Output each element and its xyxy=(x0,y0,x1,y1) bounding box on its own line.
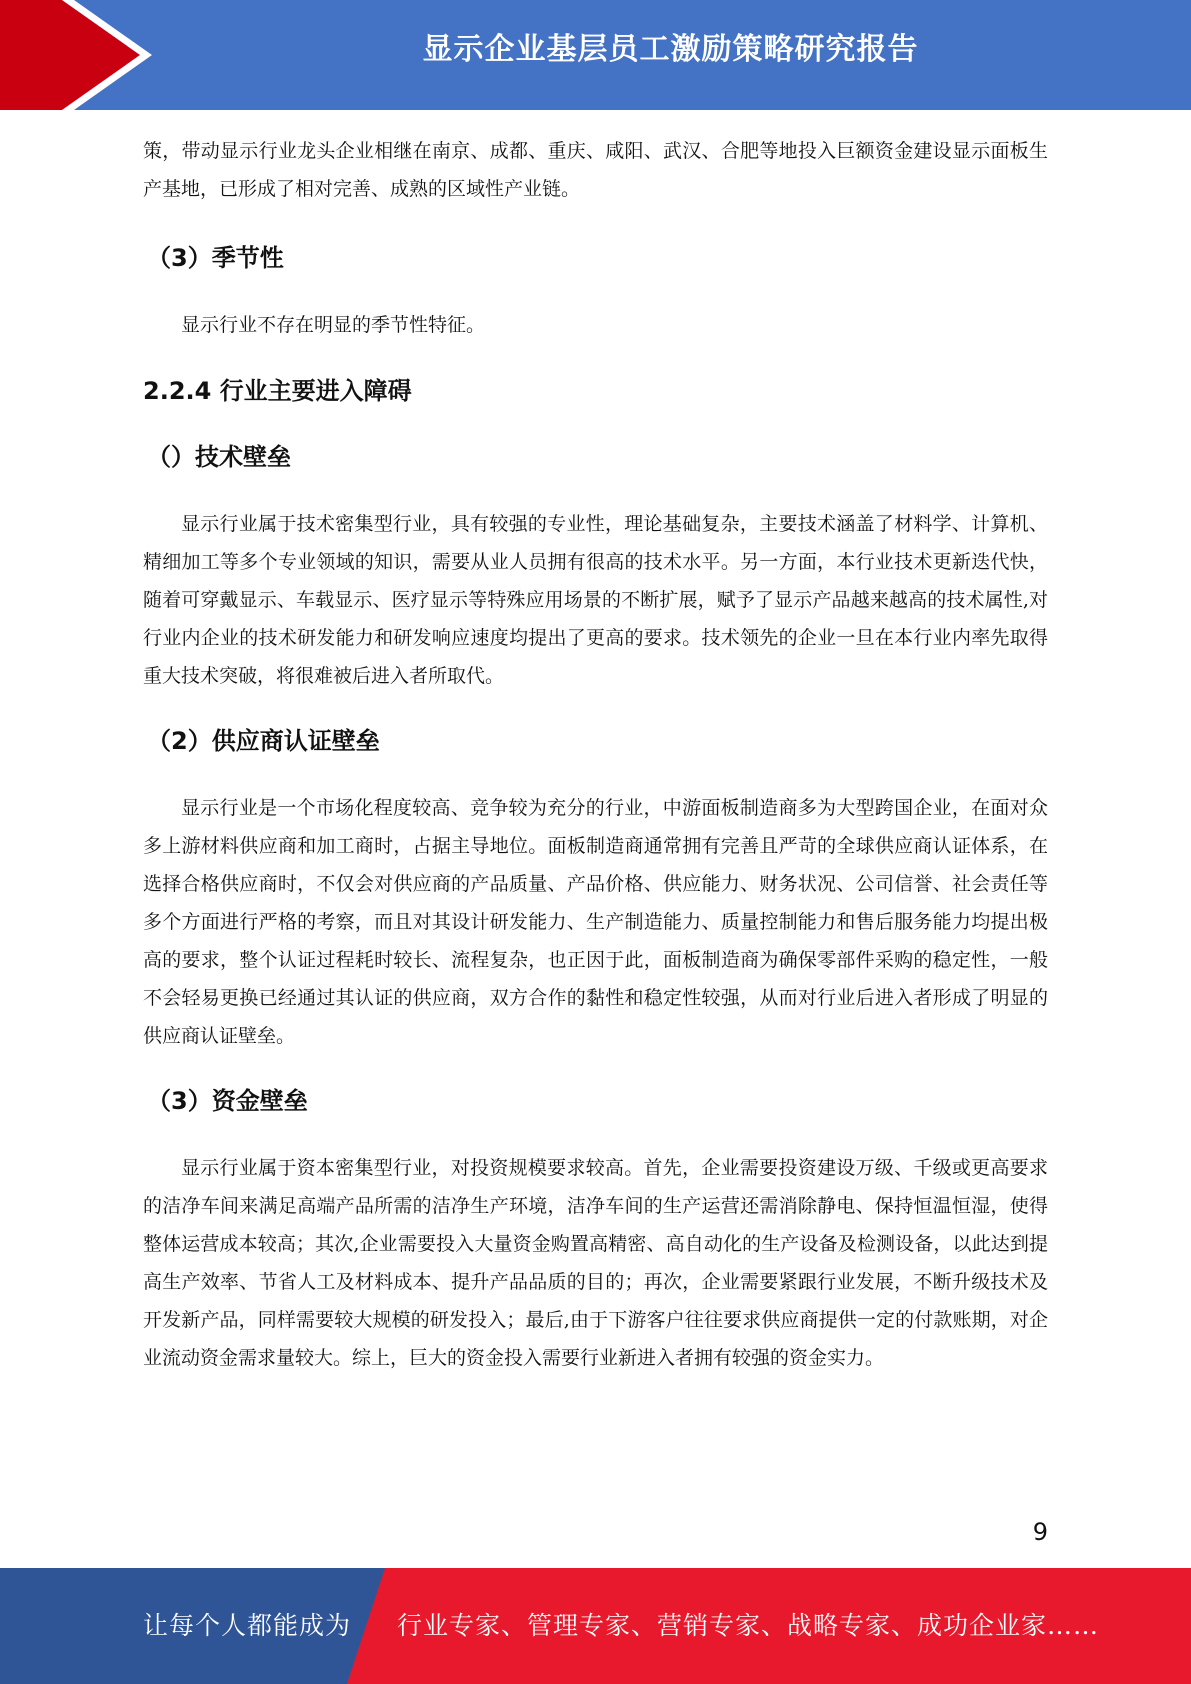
paragraph-supplier-barrier: 显示行业是一个市场化程度较高、竞争较为充分的行业，中游面板制造商多为大型跨国企业，在面对众多上游材料供应商和加工商时，占据主导地位。面板制造商通常拥有完善且严苛的全球供应商认证体系，在选择合格供应商时，不仅会对供应商的产品质量、产品价格、供应能力、财务状况、公司信誉、社会责任等多个方面进行严格的考察，而且对其设计研发能力、生产制造能力、质量控制能力和售后服务能力均提出极高的要求，整个认证过程耗时较长、流程复杂，也正因于此，面板制造商为确保零部件采购的稳定性，一般不会轻易更换已经通过其认证的供应商，双方合作的黏性和稳定性较强，从而对行业后进入者形成了明显的供应商认证壁垒。 xyxy=(143,797,1048,1047)
footer-slogan-left: 让每个人都能成为 xyxy=(143,1611,352,1640)
page-number: 9 xyxy=(1032,1518,1048,1546)
header-chevron-decoration xyxy=(0,0,160,110)
page-footer xyxy=(0,1568,1191,1684)
heading-tech-barrier: （）技术壁垒 xyxy=(147,443,291,471)
page-header xyxy=(0,0,1191,110)
heading-capital-barrier: （3）资金壁垒 xyxy=(147,1087,308,1115)
heading-seasonality: （3）季节性 xyxy=(147,244,284,272)
heading-supplier-barrier: （2）供应商认证壁垒 xyxy=(147,727,380,755)
report-title: 显示企业基层员工激励策略研究报告 xyxy=(422,32,919,67)
heading-entry-barriers: 2.2.4 行业主要进入障碍 xyxy=(143,377,412,405)
paragraph-intro: 策，带动显示行业龙头企业相继在南京、成都、重庆、咸阳、武汉、合肥等地投入巨额资金建设显示面板生产基地，已形成了相对完善、成熟的区域性产业链。 xyxy=(143,140,1048,200)
footer-slogan-right: 行业专家、管理专家、营销专家、战略专家、成功企业家…… xyxy=(397,1611,1100,1640)
document-body xyxy=(143,132,1048,1377)
paragraph-capital-barrier: 显示行业属于资本密集型行业，对投资规模要求较高。首先，企业需要投资建设万级、千级或更高要求的洁净车间来满足高端产品所需的洁净生产环境，洁净车间的生产运营还需消除静电、保持恒温恒湿，使得整体运营成本较高；其次,企业需要投入大量资金购置高精密、高自动化的生产设备及检测设备，以此达到提高生产效率、节省人工及材料成本、提升产品品质的目的；再次，企业需要紧跟行业发展，不断升级技术及开发新产品，同样需要较大规模的研发投入；最后,由于下游客户往往要求供应商提供一定的付款账期，对企业流动资金需求量较大。综上，巨大的资金投入需要行业新进入者拥有较强的资金实力。 xyxy=(143,1157,1048,1369)
paragraph-seasonality: 显示行业不存在明显的季节性特征。 xyxy=(181,314,486,336)
paragraph-tech-barrier: 显示行业属于技术密集型行业，具有较强的专业性，理论基础复杂，主要技术涵盖了材料学、计算机、精细加工等多个专业领域的知识，需要从业人员拥有很高的技术水平。另一方面，本行业技术更新迭代快，随着可穿戴显示、车载显示、医疗显示等特殊应用场景的不断扩展，赋予了显示产品越来越高的技术属性,对行业内企业的技术研发能力和研发响应速度均提出了更高的要求。技术领先的企业一旦在本行业内率先取得重大技术突破，将很难被后进入者所取代。 xyxy=(143,513,1048,687)
